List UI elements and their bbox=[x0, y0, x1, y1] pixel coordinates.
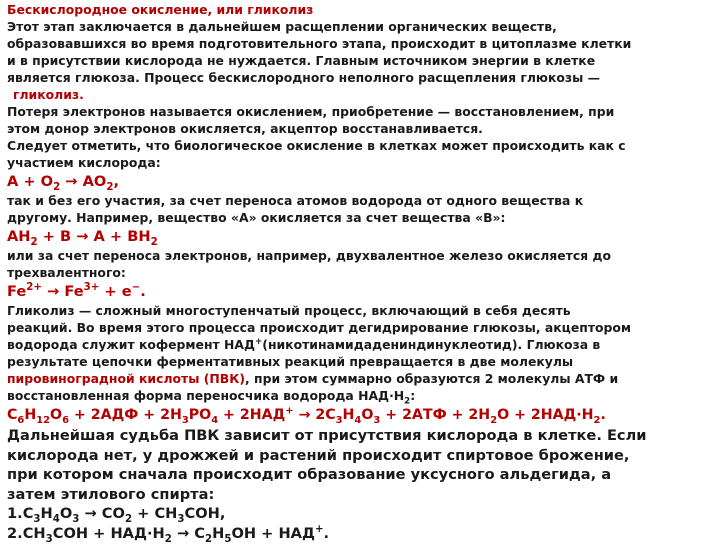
slide-title: Бескислородное окисление, или гликолиз bbox=[7, 2, 314, 17]
text-line: образовавшихся во время подготовительного этапа, происходит в цитоплазме клетки bbox=[7, 36, 632, 51]
text-line: трехвалентного: bbox=[7, 265, 126, 280]
oxidation-paragraph bbox=[7, 103, 714, 171]
glycolysis-term: гликолиз. bbox=[13, 87, 84, 102]
text-line: пировиноградной кислоты (ПВК), при этом суммарно образуются 2 молекулы АТФ и bbox=[7, 371, 619, 386]
intro-paragraph bbox=[7, 18, 714, 103]
text-line: реакций. Во время этого процесса происходит дегидрирование глюкозы, акцептором bbox=[7, 320, 632, 335]
reaction-step-1: $1.C_3H_4O_3 \to CO_2 + CH_3COH$, bbox=[7, 505, 226, 525]
text-line: Этот этап заключается в дальнейшем расщеплении органических веществ, bbox=[7, 19, 557, 34]
text-line: кислорода нет, у дрожжей и растений происходит спиртовое брожение, bbox=[7, 446, 630, 464]
electron-transfer-paragraph bbox=[7, 247, 714, 281]
text-line: так и без его участия, за счет переноса атомов водорода от одного вещества к bbox=[7, 193, 584, 208]
equation-hydrogen: $AH_2 + B \to A + BH_2$ bbox=[7, 228, 158, 248]
text-line: Потеря электронов называется окислением, приобретение — восстановлением, при bbox=[7, 104, 615, 119]
pvk-fate-paragraph bbox=[7, 426, 714, 504]
text-line: является глюкоза. Процесс бескислородного неполного расщепления глюкозы — bbox=[7, 70, 600, 85]
text-line: водорода служит кофермент НАД+(никотинамидадениндинуклеотид). Глюкоза в bbox=[7, 336, 601, 352]
text-line: этом донор электронов окисляется, акцептор восстанавливается. bbox=[7, 121, 483, 136]
text-line: или за счет переноса электронов, например, двухвалентное железо окисляется до bbox=[7, 248, 611, 263]
text-line: Гликолиз — сложный многоступенчатый процесс, включающий в себя десять bbox=[7, 303, 571, 318]
reaction-step-2: $2.CH_3COH + НАД\cdot H_2 \to C_2H_5OH + НАД^+$. bbox=[7, 523, 330, 544]
text-line: затем этилового спирта: bbox=[7, 485, 215, 503]
equation-oxygen: $A + O_2 \to AO_2$, bbox=[7, 173, 119, 193]
text-line: при котором сначала происходит образование уксусного альдегида, а bbox=[7, 466, 612, 483]
glycolysis-paragraph bbox=[7, 302, 714, 407]
text-line: восстановленная форма переносчика водорода $НАД\cdot Н_2$: bbox=[7, 388, 416, 407]
text-line: результате цепочки ферментативных реакций превращается в две молекулы bbox=[7, 354, 574, 369]
equation-glycolysis-summary: $C_6H_{12}O_6 + 2АДФ + 2H_3PO_4 + 2НАД^+ \to 2C_3H_4O_3 + 2АТФ + 2H_2O + 2НАД\cdot H_2$. bbox=[7, 405, 606, 426]
equation-iron: $Fe^{2+} \to Fe^{3+} + e^-$. bbox=[7, 282, 146, 300]
pvk-term: пировиноградной кислоты (ПВК) bbox=[7, 371, 245, 386]
hydrogen-transfer-paragraph bbox=[7, 192, 714, 226]
text-line: Следует отметить, что биологическое окисление в клетках может происходить как с bbox=[7, 138, 626, 153]
text-line: участием кислорода: bbox=[7, 155, 161, 170]
text-line: и в присутствии кислорода не нуждается. Главным источником энергии в клетке bbox=[7, 53, 596, 68]
text-line: другому. Например, вещество «А» окисляется за счет вещества «В»: bbox=[7, 210, 506, 225]
text-line: Дальнейшая судьба ПВК зависит от присутствия кислорода в клетке. Если bbox=[7, 427, 647, 444]
